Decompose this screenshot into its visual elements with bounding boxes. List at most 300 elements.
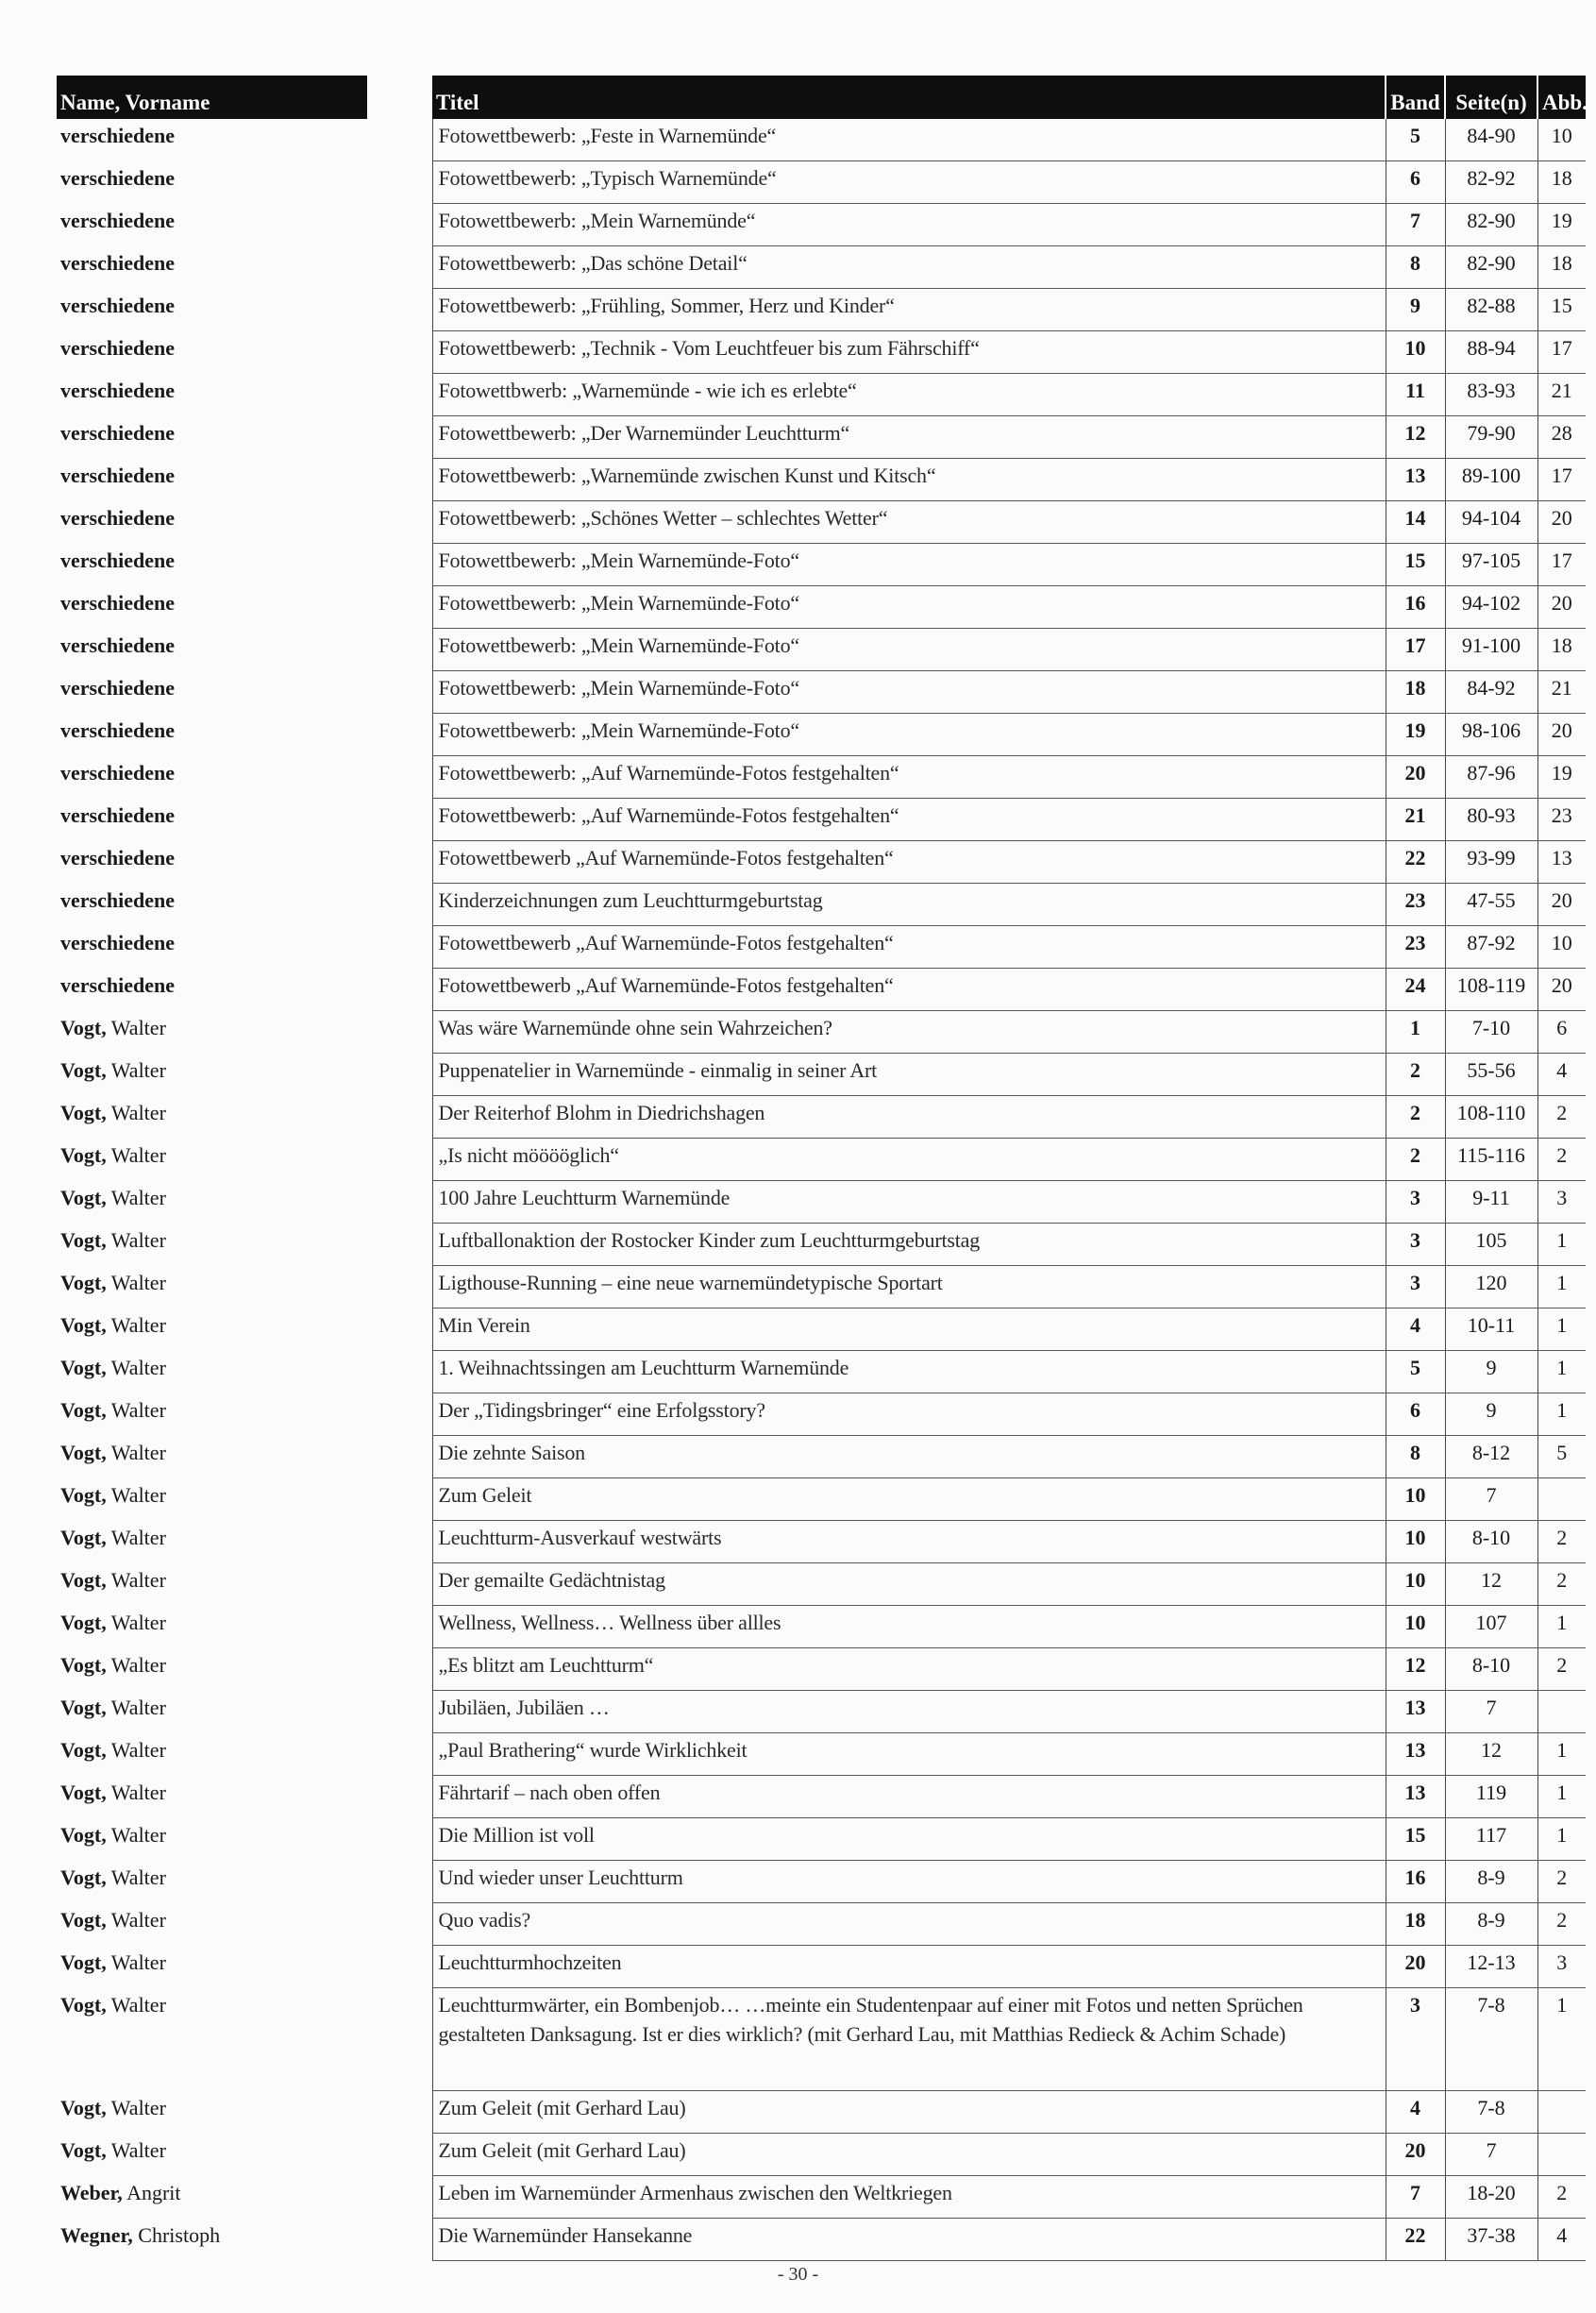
author-name [57, 1988, 368, 2091]
author-surname: verschiedene [60, 463, 175, 487]
author-surname: verschiedene [60, 378, 175, 402]
page-range: 7-8 [1445, 1988, 1537, 2091]
page-range: 115-116 [1445, 1139, 1537, 1181]
table-row [57, 1096, 1586, 1139]
volume-number: 16 [1386, 586, 1445, 629]
page-range: 9-11 [1445, 1181, 1537, 1224]
volume-number: 21 [1386, 799, 1445, 841]
author-surname: verschiedene [60, 887, 175, 912]
figure-count: 4 [1537, 1054, 1586, 1096]
figure-count: 4 [1537, 2219, 1586, 2261]
author-name [57, 1648, 368, 1691]
volume-number: 10 [1386, 1606, 1445, 1648]
author-surname: Vogt, [60, 1695, 107, 1719]
figure-count: 1 [1537, 1308, 1586, 1351]
volume-number: 16 [1386, 1861, 1445, 1903]
author-surname: verschiedene [60, 718, 175, 742]
author-surname: Vogt, [60, 1440, 107, 1464]
author-name [57, 926, 368, 969]
author-given-name: Walter [106, 1440, 166, 1464]
author-name [57, 756, 368, 799]
volume-number: 7 [1386, 2176, 1445, 2219]
author-name [57, 501, 368, 544]
volume-number: 9 [1386, 289, 1445, 331]
article-title: „Es blitzt am Leuchtturm“ [432, 1648, 1386, 1691]
column-gap [368, 119, 432, 161]
author-name [57, 374, 368, 416]
table-header-row [57, 76, 1586, 119]
column-gap [368, 926, 432, 969]
figure-count: 15 [1537, 289, 1586, 331]
author-surname: Vogt, [60, 1992, 107, 2017]
header-seite: Seite(n) [1445, 76, 1537, 119]
table-row [57, 756, 1586, 799]
figure-count: 18 [1537, 246, 1586, 289]
article-title: Die Warnemünder Hansekanne [432, 2219, 1386, 2261]
figure-count: 1 [1537, 1733, 1586, 1776]
table-row [57, 161, 1586, 204]
column-gap [368, 1478, 432, 1521]
author-name [57, 1946, 368, 1988]
author-name [57, 1478, 368, 1521]
article-title: Kinderzeichnungen zum Leuchtturmgeburtstag [432, 884, 1386, 926]
article-title: Luftballonaktion der Rostocker Kinder zum Leuchtturmgeburtstag [432, 1224, 1386, 1266]
author-name [57, 161, 368, 204]
page-range: 18-20 [1445, 2176, 1537, 2219]
author-name [57, 1691, 368, 1733]
figure-count: 1 [1537, 1393, 1586, 1436]
column-gap [368, 1818, 432, 1861]
author-surname: Vogt, [60, 1822, 107, 1847]
figure-count: 20 [1537, 586, 1586, 629]
author-surname: verschiedene [60, 845, 175, 869]
table-row [57, 289, 1586, 331]
table-row [57, 1563, 1586, 1606]
figure-count: 2 [1537, 1648, 1586, 1691]
volume-number: 2 [1386, 1139, 1445, 1181]
author-given-name: Walter [106, 1100, 166, 1124]
page-range: 120 [1445, 1266, 1537, 1308]
article-title: Fotowettbewerb: „Feste in Warnemünde“ [432, 119, 1386, 161]
author-name [57, 1393, 368, 1436]
author-surname: Vogt, [60, 1525, 107, 1549]
volume-number: 14 [1386, 501, 1445, 544]
page-range: 84-92 [1445, 671, 1537, 714]
volume-number: 5 [1386, 119, 1445, 161]
article-title: Fotowettbewerb: „Das schöne Detail“ [432, 246, 1386, 289]
page-range: 87-96 [1445, 756, 1537, 799]
author-name [57, 1266, 368, 1308]
figure-count: 20 [1537, 714, 1586, 756]
article-title: Die zehnte Saison [432, 1436, 1386, 1478]
table-row [57, 2219, 1586, 2261]
column-gap [368, 1776, 432, 1818]
author-given-name: Walter [106, 1865, 166, 1889]
table-row [57, 204, 1586, 246]
column-gap [368, 1606, 432, 1648]
column-gap [368, 756, 432, 799]
page-range: 91-100 [1445, 629, 1537, 671]
table-row [57, 1861, 1586, 1903]
volume-number: 17 [1386, 629, 1445, 671]
page-range: 87-92 [1445, 926, 1537, 969]
table-row [57, 2091, 1586, 2134]
column-gap [368, 459, 432, 501]
page-range: 82-88 [1445, 289, 1537, 331]
column-gap [368, 331, 432, 374]
column-gap [368, 1946, 432, 1988]
table-row [57, 374, 1586, 416]
table-row [57, 544, 1586, 586]
table-row [57, 1903, 1586, 1946]
author-name [57, 1733, 368, 1776]
page-range: 10-11 [1445, 1308, 1537, 1351]
volume-number: 3 [1386, 1266, 1445, 1308]
author-name [57, 1521, 368, 1563]
author-given-name: Walter [106, 1015, 166, 1039]
article-title: Quo vadis? [432, 1903, 1386, 1946]
figure-count: 23 [1537, 799, 1586, 841]
article-title: Fotowettbewerb „Auf Warnemünde-Fotos festgehalten“ [432, 841, 1386, 884]
article-title: „Paul Brathering“ wurde Wirklichkeit [432, 1733, 1386, 1776]
author-name [57, 714, 368, 756]
page-range: 82-90 [1445, 204, 1537, 246]
table-row [57, 416, 1586, 459]
volume-number: 11 [1386, 374, 1445, 416]
author-given-name: Walter [106, 1355, 166, 1379]
author-given-name: Walter [106, 1397, 166, 1422]
author-surname: verschiedene [60, 335, 175, 360]
author-given-name: Walter [106, 1185, 166, 1209]
column-gap [368, 586, 432, 629]
author-surname: Vogt, [60, 1737, 107, 1762]
column-gap [368, 544, 432, 586]
table-row [57, 1266, 1586, 1308]
page-range: 97-105 [1445, 544, 1537, 586]
page-range: 82-92 [1445, 161, 1537, 204]
author-name [57, 459, 368, 501]
author-surname: Vogt, [60, 1567, 107, 1592]
table-row [57, 1351, 1586, 1393]
article-title: Leuchtturmwärter, ein Bombenjob… …meinte ein Studentenpaar auf einer mit Fotos und netten Sprüchen gestalteten Danksagung. Ist er dies wirklich? (mit Gerhard Lau, mit Matthias Redieck & Achim Schade) [432, 1988, 1386, 2091]
column-gap [368, 1054, 432, 1096]
figure-count: 17 [1537, 331, 1586, 374]
author-surname: verschiedene [60, 208, 175, 232]
page-range: 12 [1445, 1733, 1537, 1776]
column-gap [368, 671, 432, 714]
column-gap [368, 246, 432, 289]
column-gap [368, 884, 432, 926]
figure-count: 3 [1537, 1946, 1586, 1988]
volume-number: 13 [1386, 1776, 1445, 1818]
page-range: 80-93 [1445, 799, 1537, 841]
volume-number: 12 [1386, 1648, 1445, 1691]
author-given-name: Walter [106, 1992, 166, 2017]
author-name [57, 1011, 368, 1054]
author-name [57, 1563, 368, 1606]
column-gap [368, 2219, 432, 2261]
figure-count: 2 [1537, 1903, 1586, 1946]
author-given-name: Walter [106, 1227, 166, 1252]
article-title: Fotowettbewerb: „Mein Warnemünde-Foto“ [432, 714, 1386, 756]
article-title: Fotowettbewerb: „Technik - Vom Leuchtfeuer bis zum Fährschiff“ [432, 331, 1386, 374]
author-name [57, 799, 368, 841]
author-surname: Vogt, [60, 2095, 107, 2119]
author-given-name: Walter [106, 1312, 166, 1337]
page-range: 107 [1445, 1606, 1537, 1648]
page-range: 108-110 [1445, 1096, 1537, 1139]
article-title: Zum Geleit (mit Gerhard Lau) [432, 2134, 1386, 2176]
volume-number: 10 [1386, 1563, 1445, 1606]
volume-number: 3 [1386, 1224, 1445, 1266]
page-range: 84-90 [1445, 119, 1537, 161]
page-range: 9 [1445, 1351, 1537, 1393]
column-gap [368, 1011, 432, 1054]
page-range: 55-56 [1445, 1054, 1537, 1096]
table-row [57, 671, 1586, 714]
page-range: 108-119 [1445, 969, 1537, 1011]
figure-count: 10 [1537, 926, 1586, 969]
article-title: Fotowettbewerb „Auf Warnemünde-Fotos festgehalten“ [432, 926, 1386, 969]
table-row [57, 2176, 1586, 2219]
article-title: Fotowettbewerb: „Mein Warnemünde-Foto“ [432, 629, 1386, 671]
figure-count: 1 [1537, 1266, 1586, 1308]
article-title: Puppenatelier in Warnemünde - einmalig in seiner Art [432, 1054, 1386, 1096]
author-name [57, 289, 368, 331]
volume-number: 10 [1386, 1478, 1445, 1521]
author-name [57, 1903, 368, 1946]
author-surname: Vogt, [60, 1057, 107, 1082]
page-range: 105 [1445, 1224, 1537, 1266]
column-gap [368, 416, 432, 459]
table-row [57, 1776, 1586, 1818]
figure-count: 13 [1537, 841, 1586, 884]
author-given-name: Walter [106, 1907, 166, 1932]
volume-number: 20 [1386, 756, 1445, 799]
table-row [57, 884, 1586, 926]
author-surname: verschiedene [60, 165, 175, 190]
author-surname: verschiedene [60, 505, 175, 530]
volume-number: 5 [1386, 1351, 1445, 1393]
author-name [57, 969, 368, 1011]
figure-count: 17 [1537, 459, 1586, 501]
page-range: 7 [1445, 1478, 1537, 1521]
page-range: 12-13 [1445, 1946, 1537, 1988]
page-range: 94-102 [1445, 586, 1537, 629]
article-title: 1. Weihnachtssingen am Leuchtturm Warnemünde [432, 1351, 1386, 1393]
author-given-name: Walter [106, 1780, 166, 1804]
author-surname: Vogt, [60, 1312, 107, 1337]
volume-number: 22 [1386, 841, 1445, 884]
volume-number: 3 [1386, 1181, 1445, 1224]
figure-count [1537, 2091, 1586, 2134]
page-range: 7-10 [1445, 1011, 1537, 1054]
author-surname: verschiedene [60, 675, 175, 700]
volume-number: 13 [1386, 459, 1445, 501]
table-row [57, 1818, 1586, 1861]
page-range: 8-9 [1445, 1861, 1537, 1903]
figure-count: 2 [1537, 1563, 1586, 1606]
article-title: Wellness, Wellness… Wellness über allles [432, 1606, 1386, 1648]
volume-number: 24 [1386, 969, 1445, 1011]
volume-number: 8 [1386, 1436, 1445, 1478]
table-row [57, 799, 1586, 841]
author-given-name: Christoph [132, 2222, 221, 2247]
table-row [57, 1139, 1586, 1181]
column-gap [368, 1266, 432, 1308]
figure-count: 19 [1537, 756, 1586, 799]
author-surname: verschiedene [60, 293, 175, 317]
author-given-name: Walter [106, 1695, 166, 1719]
page-range: 89-100 [1445, 459, 1537, 501]
author-surname: Vogt, [60, 1397, 107, 1422]
column-gap [368, 1733, 432, 1776]
figure-count: 2 [1537, 1521, 1586, 1563]
article-title: Leben im Warnemünder Armenhaus zwischen den Weltkriegen [432, 2176, 1386, 2219]
table-row [57, 1393, 1586, 1436]
author-surname: Vogt, [60, 1142, 107, 1167]
article-title: Zum Geleit [432, 1478, 1386, 1521]
author-surname: verschiedene [60, 633, 175, 657]
author-surname: Vogt, [60, 1270, 107, 1294]
figure-count: 2 [1537, 1139, 1586, 1181]
article-title: Der Reiterhof Blohm in Diedrichshagen [432, 1096, 1386, 1139]
table-row [57, 119, 1586, 161]
author-surname: verschiedene [60, 760, 175, 785]
page-range: 8-10 [1445, 1648, 1537, 1691]
article-title: Fotowettbewerb: „Auf Warnemünde-Fotos festgehalten“ [432, 756, 1386, 799]
page-range: 94-104 [1445, 501, 1537, 544]
figure-count: 1 [1537, 1818, 1586, 1861]
author-surname: verschiedene [60, 420, 175, 445]
author-surname: Vogt, [60, 1865, 107, 1889]
figure-count: 1 [1537, 1351, 1586, 1393]
author-name [57, 1861, 368, 1903]
index-sheet [57, 76, 1588, 2261]
page-range: 8-10 [1445, 1521, 1537, 1563]
column-gap [368, 1691, 432, 1733]
figure-count: 17 [1537, 544, 1586, 586]
table-row [57, 1606, 1586, 1648]
author-name [57, 586, 368, 629]
column-gap [368, 629, 432, 671]
author-name [57, 331, 368, 374]
author-name [57, 1096, 368, 1139]
table-row [57, 926, 1586, 969]
author-name [57, 1054, 368, 1096]
volume-number: 3 [1386, 1988, 1445, 2091]
volume-number: 1 [1386, 1011, 1445, 1054]
figure-count: 6 [1537, 1011, 1586, 1054]
volume-number: 20 [1386, 1946, 1445, 1988]
column-gap [368, 1096, 432, 1139]
author-given-name: Walter [106, 1822, 166, 1847]
article-title: Fotowettbewerb: „Frühling, Sommer, Herz und Kinder“ [432, 289, 1386, 331]
author-name [57, 1308, 368, 1351]
figure-count: 1 [1537, 1988, 1586, 2091]
volume-number: 7 [1386, 204, 1445, 246]
volume-number: 6 [1386, 1393, 1445, 1436]
volume-number: 4 [1386, 2091, 1445, 2134]
column-gap [368, 1563, 432, 1606]
author-name [57, 544, 368, 586]
table-row [57, 841, 1586, 884]
table-row [57, 1181, 1586, 1224]
column-gap [368, 161, 432, 204]
author-surname: verschiedene [60, 250, 175, 275]
article-title: Fotowettbewerb „Auf Warnemünde-Fotos festgehalten“ [432, 969, 1386, 1011]
author-surname: verschiedene [60, 802, 175, 827]
author-name [57, 2219, 368, 2261]
author-surname: Vogt, [60, 1015, 107, 1039]
article-title: Leuchtturmhochzeiten [432, 1946, 1386, 1988]
page-range: 83-93 [1445, 374, 1537, 416]
page-number: - 30 - [777, 2264, 819, 2285]
table-row [57, 501, 1586, 544]
column-gap [368, 2134, 432, 2176]
column-gap [368, 1308, 432, 1351]
article-title: Fotowettbewerb: „Schönes Wetter – schlechtes Wetter“ [432, 501, 1386, 544]
article-title: Ligthouse-Running – eine neue warnemündetypische Sportart [432, 1266, 1386, 1308]
page-range: 47-55 [1445, 884, 1537, 926]
author-name [57, 119, 368, 161]
author-name [57, 416, 368, 459]
page-range: 79-90 [1445, 416, 1537, 459]
figure-count: 5 [1537, 1436, 1586, 1478]
figure-count: 2 [1537, 1096, 1586, 1139]
column-gap [368, 2176, 432, 2219]
page-range: 7-8 [1445, 2091, 1537, 2134]
figure-count: 1 [1537, 1224, 1586, 1266]
table-row [57, 1054, 1586, 1096]
figure-count: 19 [1537, 204, 1586, 246]
author-given-name: Angrit [122, 2180, 181, 2204]
volume-number: 13 [1386, 1733, 1445, 1776]
author-surname: Vogt, [60, 2137, 107, 2162]
column-gap [368, 1648, 432, 1691]
author-given-name: Walter [106, 1610, 166, 1634]
author-name [57, 1776, 368, 1818]
figure-count: 1 [1537, 1606, 1586, 1648]
author-given-name: Walter [106, 2095, 166, 2119]
author-surname: Vogt, [60, 1610, 107, 1634]
volume-number: 10 [1386, 331, 1445, 374]
author-name [57, 1351, 368, 1393]
author-name [57, 246, 368, 289]
figure-count [1537, 1691, 1586, 1733]
article-title: Fotowettbwerb: „Warnemünde - wie ich es erlebte“ [432, 374, 1386, 416]
article-title: Fotowettbewerb: „Der Warnemünder Leuchtturm“ [432, 416, 1386, 459]
article-title: Min Verein [432, 1308, 1386, 1351]
author-given-name: Walter [106, 1057, 166, 1082]
figure-count: 2 [1537, 2176, 1586, 2219]
author-name [57, 1224, 368, 1266]
author-surname: Weber, [60, 2180, 123, 2204]
author-surname: Vogt, [60, 1227, 107, 1252]
volume-number: 20 [1386, 2134, 1445, 2176]
header-title: Titel [432, 76, 1386, 119]
article-title: Fotowettbewerb: „Mein Warnemünde“ [432, 204, 1386, 246]
table-row [57, 246, 1586, 289]
article-title: 100 Jahre Leuchtturm Warnemünde [432, 1181, 1386, 1224]
column-gap [368, 1351, 432, 1393]
column-gap [368, 1521, 432, 1563]
column-gap [368, 1988, 432, 2091]
author-surname: Wegner, [60, 2222, 133, 2247]
column-gap [368, 714, 432, 756]
volume-number: 2 [1386, 1054, 1445, 1096]
volume-number: 23 [1386, 926, 1445, 969]
